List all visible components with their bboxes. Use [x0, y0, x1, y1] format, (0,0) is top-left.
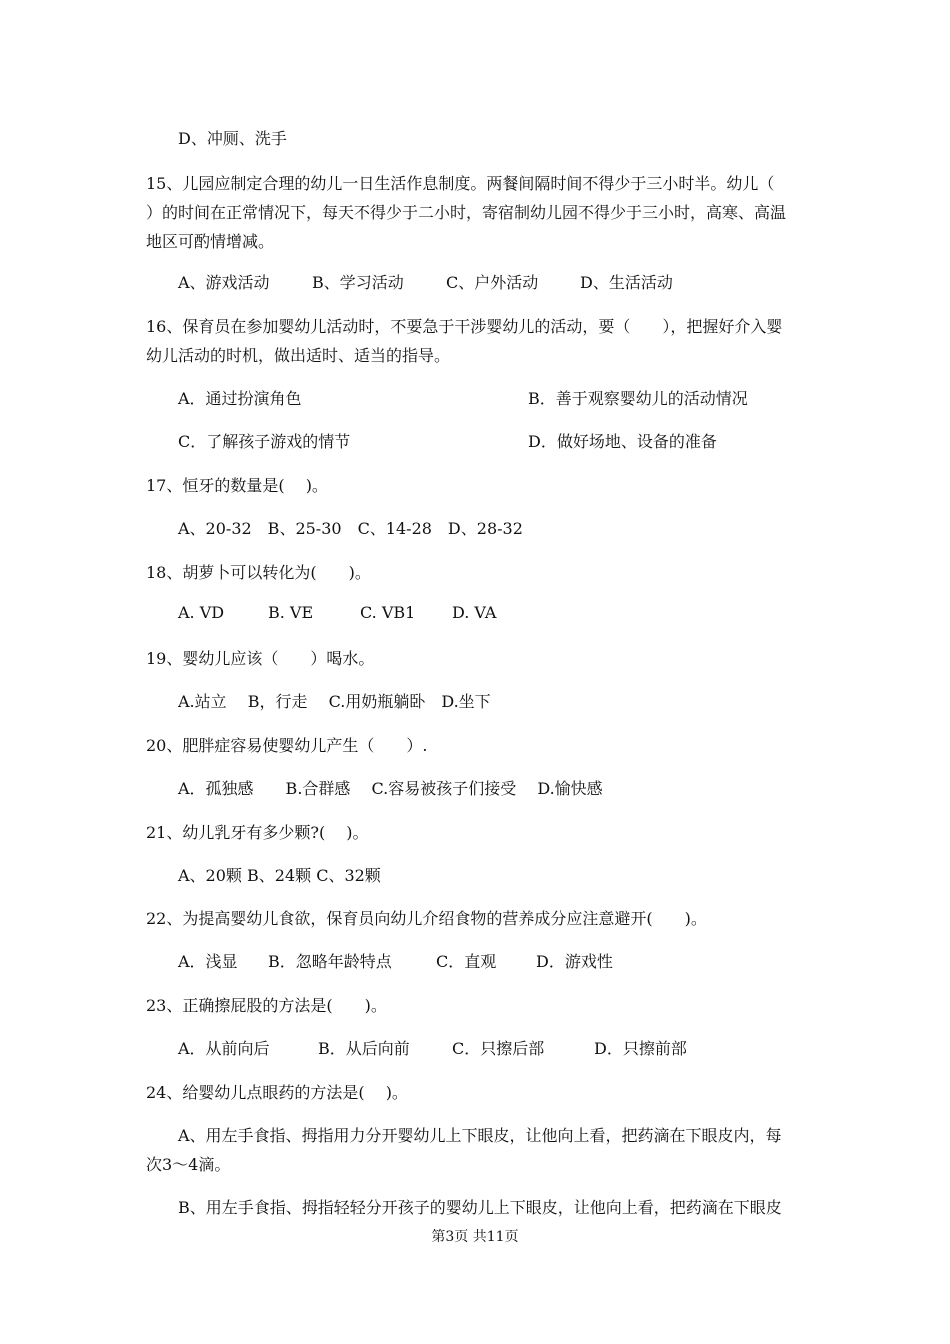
- q19-text: 19、婴幼儿应该（ ）喝水。: [146, 649, 375, 668]
- q18-text: 18、胡萝卜可以转化为( )。: [146, 563, 371, 582]
- q20-text: 20、肥胖症容易使婴幼儿产生（ ）.: [146, 736, 428, 755]
- q15-option-d: D、生活活动: [580, 273, 673, 292]
- q15-option-c: C、户外活动: [446, 273, 539, 292]
- q19-options: A.站立 B，行走 C.用奶瓶躺卧 D.坐下: [178, 692, 491, 711]
- q24-text: 24、给婴幼儿点眼药的方法是( )。: [146, 1083, 408, 1102]
- q22-option-c: C．直观: [436, 952, 497, 971]
- q17-options: A、20-32 B、25-30 C、14-28 D、28-32: [178, 519, 523, 538]
- q22-option-a: A．浅显: [178, 952, 238, 971]
- q18-option-b: B. VE: [268, 603, 314, 622]
- q15-text-line-1: 15、儿园应制定合理的幼儿一日生活作息制度。两餐间隔时间不得少于三小时半。幼儿（: [146, 174, 775, 193]
- q23-option-c: C．只擦后部: [452, 1039, 545, 1058]
- q23-option-d: D．只擦前部: [594, 1039, 687, 1058]
- q16-option-a: A．通过扮演角色: [178, 389, 302, 408]
- q21-text: 21、幼儿乳牙有多少颗?( )。: [146, 823, 369, 842]
- q16-text-line-2: 幼儿活动的时机，做出适时、适当的指导。: [146, 346, 451, 365]
- q16-option-b: B．善于观察婴幼儿的活动情况: [528, 389, 748, 408]
- q18-option-c: C. VB1: [360, 603, 416, 622]
- q22-option-d: D．游戏性: [536, 952, 613, 971]
- q15-text-line-3: 地区可酌情增减。: [146, 232, 275, 251]
- q22-text: 22、为提高婴幼儿食欲，保育员向幼儿介绍食物的营养成分应注意避开( )。: [146, 909, 707, 928]
- q16-option-c: C．了解孩子游戏的情节: [178, 432, 351, 451]
- q18-option-d: D. VA: [452, 603, 497, 622]
- q23-option-b: B．从后向前: [318, 1039, 410, 1058]
- q14-option-d: D、冲厕、洗手: [178, 129, 287, 148]
- q24-option-a-line-2: 次3～4滴。: [146, 1155, 231, 1174]
- q16-option-d: D．做好场地、设备的准备: [528, 432, 717, 451]
- q15-option-b: B、学习活动: [312, 273, 404, 292]
- q23-text: 23、正确擦屁股的方法是( )。: [146, 996, 387, 1015]
- q15-text-line-2: ）的时间在正常情况下，每天不得少于二小时，寄宿制幼儿园不得少于三小时，高寒、高温: [146, 203, 787, 222]
- q20-options: A．孤独感 B.合群感 C.容易被孩子们接受 D.愉快感: [178, 779, 603, 798]
- q22-option-b: B．忽略年龄特点: [268, 952, 392, 971]
- q23-option-a: A．从前向后: [178, 1039, 270, 1058]
- q24-option-b-line-1: B、用左手食指、拇指轻轻分开孩子的婴幼儿上下眼皮，让他向上看，把药滴在下眼皮: [178, 1198, 782, 1217]
- q18-option-a: A. VD: [178, 603, 225, 622]
- q17-text: 17、恒牙的数量是( )。: [146, 476, 328, 495]
- q24-option-a-line-1: A、用左手食指、拇指用力分开婴幼儿上下眼皮，让他向上看，把药滴在下眼皮内，每: [178, 1126, 782, 1145]
- q21-options: A、20颗 B、24颗 C、32颗: [178, 866, 381, 885]
- q16-text-line-1: 16、保育员在参加婴幼儿活动时，不要急于干涉婴幼儿的活动，要（ ），把握好介入婴: [146, 317, 783, 336]
- page-footer: 第3页 共11页: [431, 1229, 519, 1245]
- q15-option-a: A、游戏活动: [178, 273, 270, 292]
